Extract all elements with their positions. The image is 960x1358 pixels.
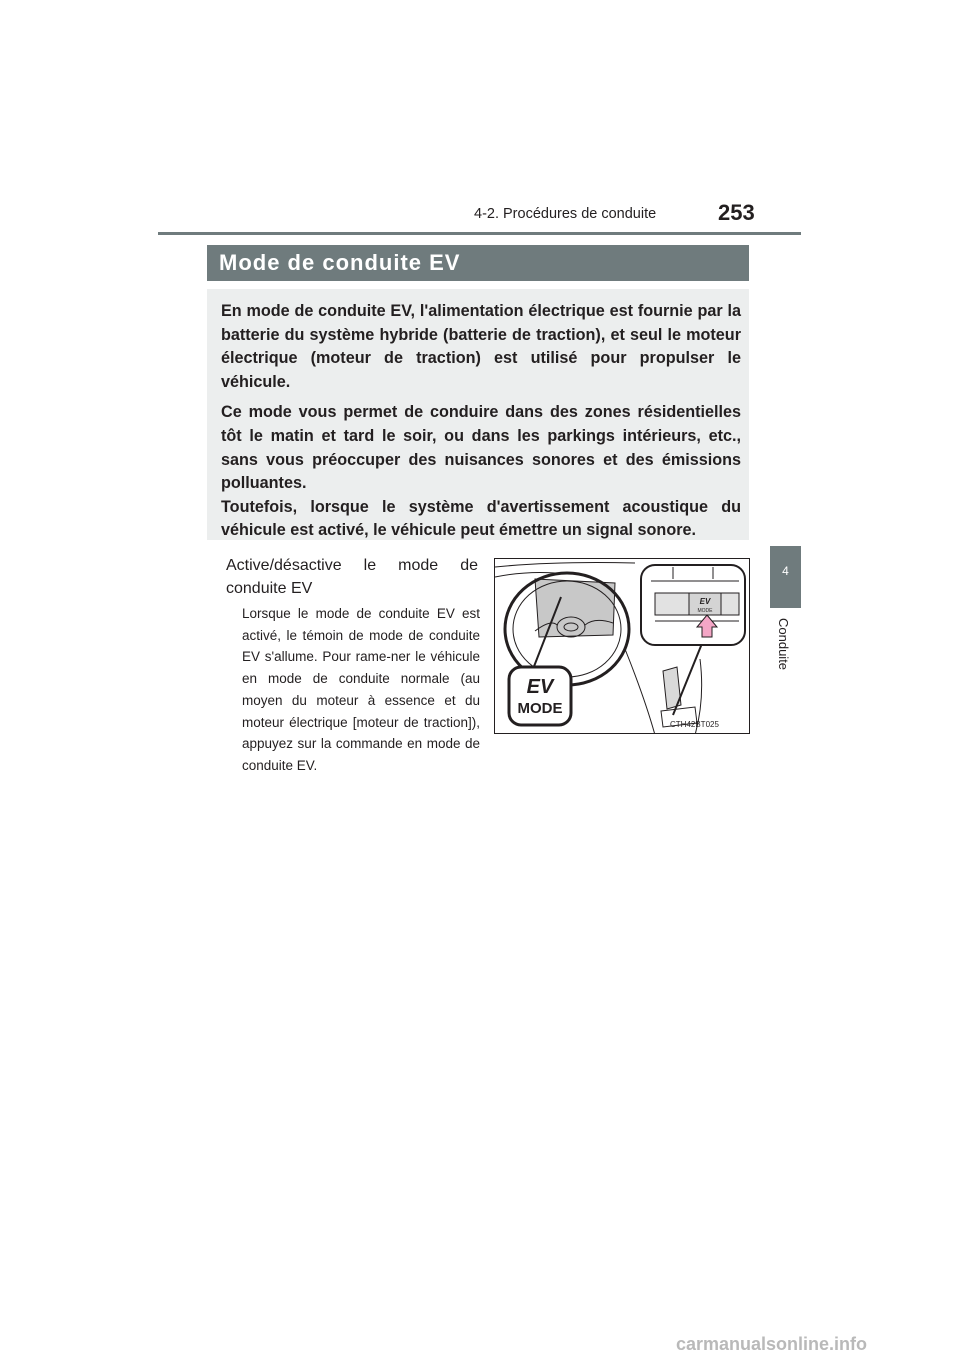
intro-box bbox=[207, 289, 749, 540]
intro-paragraph-3: Toutefois, lorsque le système d'avertissement acoustique du véhicule est activé, le véhicule peut émettre un signal sonore. bbox=[221, 497, 741, 540]
section-title-bar bbox=[207, 245, 749, 281]
chapter-tab[interactable]: 4 bbox=[770, 546, 801, 608]
figure-code: CTH42BT025 bbox=[670, 720, 719, 729]
step-detail: Lorsque le mode de conduite EV est activé, le témoin de mode de conduite EV s'allume. Pour rame-ner le véhicule en mode de conduite normale (au moyen du moteur à essence et du moteur électrique [moteur de traction]), appuyez sur la commande en mode de conduite EV. bbox=[242, 606, 480, 773]
section-heading: 4-2. Procédures de conduite bbox=[474, 206, 657, 222]
ev-mode-illustration bbox=[494, 558, 750, 734]
chapter-label: Conduite bbox=[776, 618, 791, 671]
header-divider bbox=[158, 232, 801, 235]
small-mode-label: MODE bbox=[697, 608, 713, 614]
step-description: Active/désactive le mode de conduite EV bbox=[226, 557, 478, 597]
page-number: 253 bbox=[718, 200, 755, 225]
intro-paragraph-2: Ce mode vous permet de conduire dans des zones résidentielles tôt le matin et tard le soir, ou dans les parkings intérieurs, etc., sans vous préoccuper des nuisances sonores et des émissions polluantes. bbox=[221, 403, 741, 493]
intro-paragraph-1: En mode de conduite EV, l'alimentation électrique est fournie par la batterie du système hybride (batterie de traction), et seul le moteur électrique (moteur de traction) est utilisé pour propulser le véhicule. bbox=[221, 302, 741, 391]
small-ev-label: EV bbox=[699, 597, 711, 606]
watermark: carmanualsonline.info bbox=[676, 1334, 868, 1354]
dashboard-drawing bbox=[495, 559, 750, 734]
callout-mode-label: MODE bbox=[517, 700, 563, 717]
page-title: Mode de conduite EV bbox=[219, 250, 461, 275]
callout-ev-label: EV bbox=[526, 676, 554, 698]
intro-text bbox=[221, 300, 741, 543]
